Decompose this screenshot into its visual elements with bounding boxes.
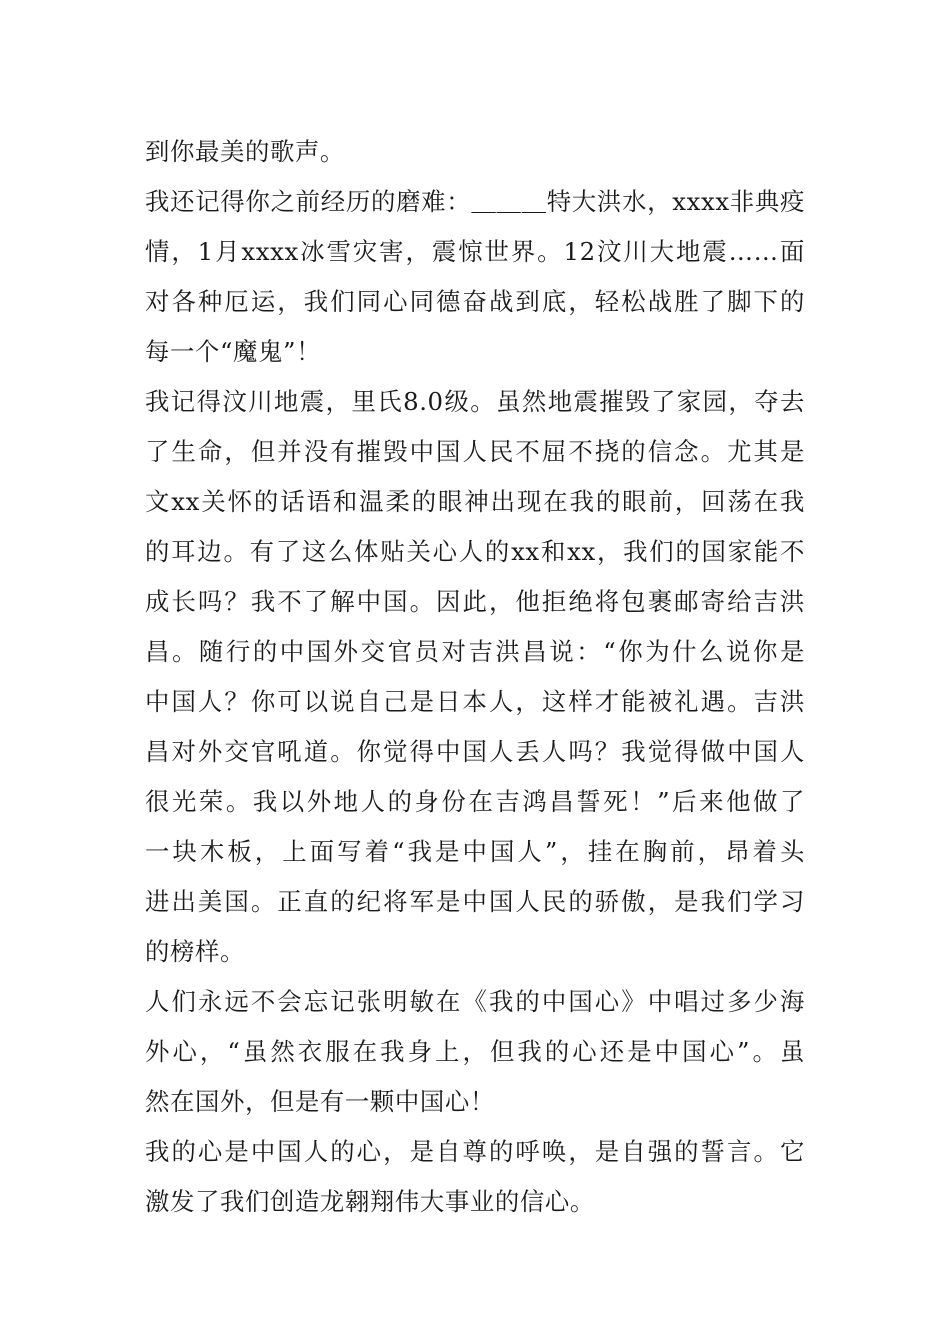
text-line: 激发了我们创造龙翱翔伟大事业的信心。 [145, 1187, 595, 1216]
text-line: 昌。随行的中国外交官员对吉洪昌说：“你为什么说你是 [145, 637, 805, 666]
text-line: 的耳边。有了这么体贴关心人的xx和xx，我们的国家能不 [145, 537, 805, 566]
text-line: 人们永远不会忘记张明敏在《我的中国心》中唱过多少海 [145, 987, 805, 1016]
text-line: 了生命，但并没有摧毁中国人民不屈不挠的信念。尤其是 [145, 437, 805, 466]
text-line: 进出美国。正直的纪将军是中国人民的骄傲，是我们学习 [145, 887, 805, 916]
text-line: 对各种厄运，我们同心同德奋战到底，轻松战胜了脚下的 [145, 287, 805, 316]
text-line: 情，1月xxxx冰雪灾害，震惊世界。12汶川大地震……面 [145, 237, 805, 266]
text-line: 外心，“虽然衣服在我身上，但我的心还是中国心”。虽 [145, 1037, 805, 1066]
text-line: 然在国外，但是有一颗中国心！ [145, 1087, 495, 1116]
text-line: 一块木板，上面写着“我是中国人”，挂在胸前，昂着头 [145, 837, 805, 866]
text-line: 中国人？你可以说自己是日本人，这样才能被礼遇。吉洪 [145, 687, 805, 716]
text-line: 的榜样。 [145, 937, 245, 966]
text-line: 很光荣。我以外地人的身份在吉鸿昌誓死！”后来他做了 [145, 787, 805, 816]
text-line: 成长吗？我不了解中国。因此，他拒绝将包裹邮寄给吉洪 [145, 587, 805, 616]
text-line: 文xx关怀的话语和温柔的眼神出现在我的眼前，回荡在我 [145, 487, 805, 516]
text-line: 到你最美的歌声。 [145, 137, 345, 166]
text-line: 我的心是中国人的心，是自尊的呼唤，是自强的誓言。它 [145, 1137, 805, 1166]
text-line: 昌对外交官吼道。你觉得中国人丢人吗？我觉得做中国人 [145, 737, 805, 766]
document-body [145, 127, 805, 1227]
text-line: 我还记得你之前经历的磨难：＿＿＿特大洪水，xxxx非典疫 [145, 187, 805, 216]
text-line: 我记得汶川地震，里氏8.0级。虽然地震摧毁了家园，夺去 [145, 387, 805, 416]
text-line: 每一个“魔鬼”！ [145, 337, 322, 366]
